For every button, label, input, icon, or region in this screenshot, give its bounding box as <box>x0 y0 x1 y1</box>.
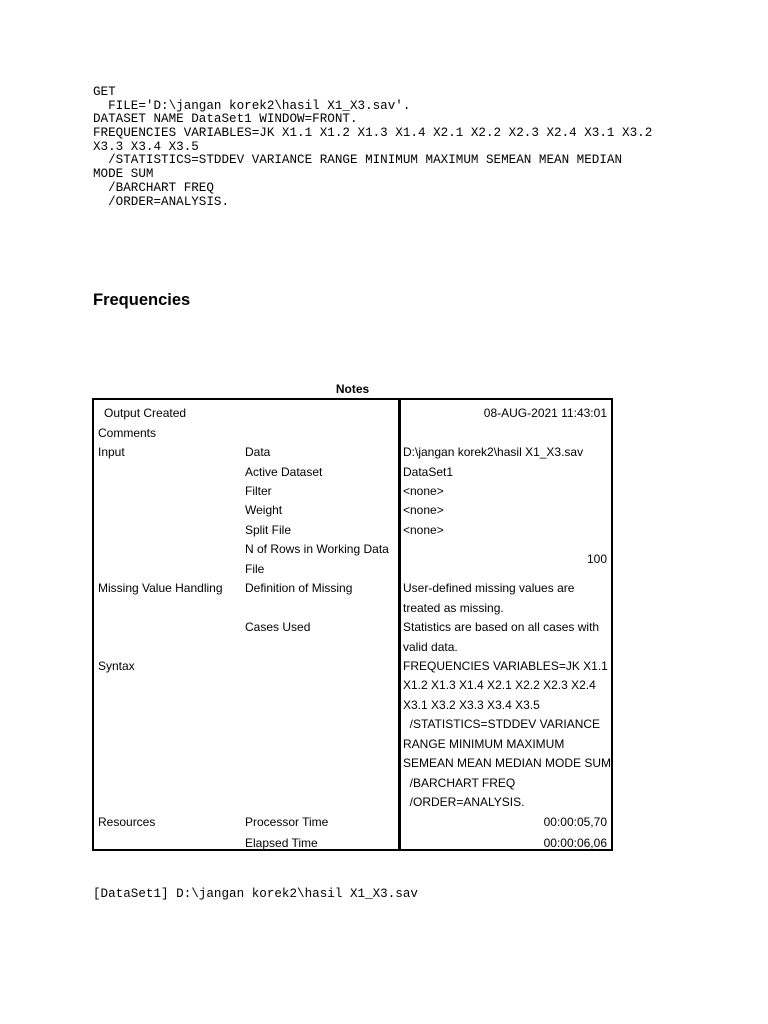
split-file-label: Split File <box>245 523 292 537</box>
output-created-value: 08-AUG-2021 11:43:01 <box>483 406 607 420</box>
syntax-value-line: SEMEAN MEAN MEDIAN MODE SUM <box>403 756 612 770</box>
syntax-value-line: /STATISTICS=STDDEV VARIANCE <box>403 717 601 731</box>
data-label: Data <box>245 445 271 459</box>
weight-value: <none> <box>403 503 444 517</box>
syntax-value-line: X3.1 X3.2 X3.3 X3.4 X3.5 <box>403 698 540 712</box>
data-value: D:\jangan korek2\hasil X1_X3.sav <box>403 445 584 459</box>
syntax-line: FILE='D:\jangan korek2\hasil X1_X3.sav'. <box>93 98 411 113</box>
definition-of-missing-value: treated as missing. <box>403 601 504 615</box>
comments-label: Comments <box>98 426 157 440</box>
syntax-value-line: FREQUENCIES VARIABLES=JK X1.1 <box>403 659 608 673</box>
cases-used-label: Cases Used <box>245 620 311 634</box>
split-file-value: <none> <box>403 523 444 537</box>
filter-label: Filter <box>245 484 272 498</box>
syntax-line: MODE SUM <box>93 167 154 182</box>
weight-label: Weight <box>245 503 283 517</box>
dataset-line: [DataSet1] D:\jangan korek2\hasil X1_X3.sav <box>93 887 418 901</box>
syntax-label: Syntax <box>98 659 135 673</box>
processor-time-value: 00:00:05,70 <box>543 815 607 829</box>
column-divider <box>398 400 401 849</box>
syntax-line: /STATISTICS=STDDEV VARIANCE RANGE MINIMUM MAXIMUM SEMEAN MEAN MEDIAN <box>93 153 623 168</box>
section-title: Frequencies <box>93 291 191 309</box>
active-dataset-value: DataSet1 <box>403 465 454 479</box>
n-rows-value: 100 <box>586 552 607 566</box>
notes-table <box>92 398 613 851</box>
syntax-line: /ORDER=ANALYSIS. <box>93 194 230 209</box>
notes-caption: Notes <box>335 382 370 396</box>
processor-time-label: Processor Time <box>245 815 329 829</box>
n-rows-label: N of Rows in Working Data <box>245 542 389 556</box>
filter-value: <none> <box>403 484 444 498</box>
syntax-value-line: X1.2 X1.3 X1.4 X2.1 X2.2 X2.3 X2.4 <box>403 678 596 692</box>
syntax-line: FREQUENCIES VARIABLES=JK X1.1 X1.2 X1.3 X1.4 X2.1 X2.2 X2.3 X2.4 X3.1 X3.2 <box>93 126 653 141</box>
elapsed-time-value: 00:00:06,06 <box>543 836 607 850</box>
active-dataset-label: Active Dataset <box>245 465 323 479</box>
syntax-line: GET <box>93 85 116 99</box>
output-created-label: Output Created <box>104 406 187 420</box>
syntax-line: DATASET NAME DataSet1 WINDOW=FRONT. <box>93 112 358 127</box>
input-label: Input <box>98 445 125 459</box>
syntax-block <box>93 86 693 209</box>
missing-value-handling-label: Missing Value Handling <box>98 581 223 595</box>
syntax-value-line: /ORDER=ANALYSIS. <box>403 795 525 809</box>
definition-of-missing-label: Definition of Missing <box>245 581 353 595</box>
syntax-line: /BARCHART FREQ <box>93 180 214 195</box>
n-rows-label: File <box>245 562 265 576</box>
syntax-value-line: RANGE MINIMUM MAXIMUM <box>403 737 565 751</box>
syntax-line: X3.3 X3.4 X3.5 <box>93 139 199 154</box>
elapsed-time-label: Elapsed Time <box>245 836 318 850</box>
syntax-value-line: /BARCHART FREQ <box>403 776 516 790</box>
resources-label: Resources <box>98 815 156 829</box>
definition-of-missing-value: User-defined missing values are <box>403 581 575 595</box>
cases-used-value: valid data. <box>403 640 458 654</box>
cases-used-value: Statistics are based on all cases with <box>403 620 600 634</box>
